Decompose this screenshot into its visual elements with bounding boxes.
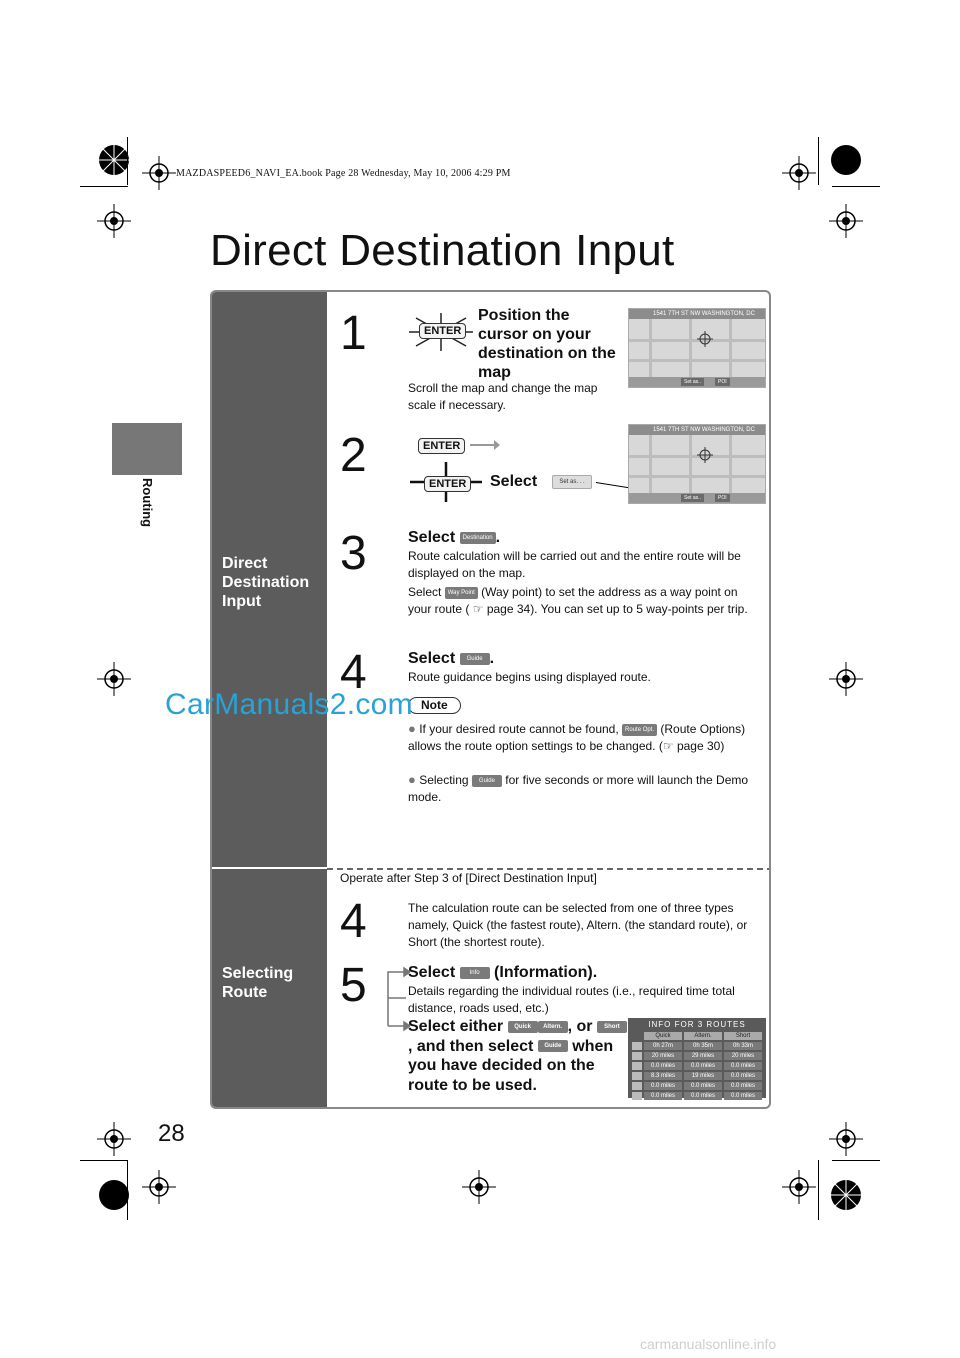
map-set-as-button[interactable]: Set as.. [681,378,704,386]
map-screenshot [628,308,766,388]
altern-chip[interactable]: Altern. [538,1021,568,1033]
page-number: 28 [158,1120,185,1147]
registration-dot-icon [829,143,863,177]
clock-icon [632,1042,642,1050]
section-label-selecting: Selecting Route [222,965,294,1001]
crosshair-icon [97,1122,131,1156]
step3-waypoint-text: Select Way Point (Way point) to set the address as a way point on your route ( ☞ page 34). You can set up to 5 way-points per trip. [408,585,748,616]
crosshair-icon [829,1122,863,1156]
step-number: 2 [340,429,367,482]
map-set-as-button[interactable]: Set as.. [681,494,704,502]
trim-line [832,186,880,187]
road-type-icon [632,1062,642,1070]
map-poi-button[interactable]: POI [715,378,730,386]
step4-body: Route guidance begins using displayed route. [408,670,651,684]
step3-body: Route calculation will be carried out and the entire route will be displayed on the map. [408,549,741,580]
page-ref-icon: ☞ [472,602,484,616]
road-type-icon [632,1072,642,1080]
guide-chip[interactable]: Guide [460,653,490,665]
step4b-body: The calculation route can be selected from one of three types namely, Quick (the fastest route), Altern. (the standard route), or Short (the shortest route). [408,901,748,949]
quick-chip[interactable]: Quick [508,1021,538,1033]
destination-chip[interactable]: Destination [460,532,496,544]
step-number: 3 [340,527,367,580]
bracket-arrows-icon [386,966,410,1032]
route-opt-chip[interactable]: Route Opt. [622,724,657,736]
note-bullet-1: ● If your desired route cannot be found, Route Opt. (Route Options) allows the route option settings to be changed. (☞ page 30) [408,721,746,753]
crosshair-icon [782,1170,816,1204]
map-screenshot [628,424,766,504]
step1-body: Scroll the map and change the map scale if necessary. [408,381,598,412]
side-tab-label: Routing [140,478,155,528]
table-row: 20 miles 29 miles 20 miles [632,1051,762,1060]
crosshair-icon [142,156,176,190]
operate-after-text: Operate after Step 3 of [Direct Destination Input] [340,871,597,885]
distance-icon [632,1052,642,1060]
cursor-crosshair-icon [697,331,713,347]
enter-joystick-icon [408,312,474,352]
registration-dot-icon [97,1178,131,1212]
set-as-chip[interactable]: Set as. . . [552,475,592,489]
registration-mark-icon [829,1178,863,1212]
map-address-bar: 1541 7TH ST NW WASHINGTON, DC [629,309,765,319]
step3-heading: Select Destination . [408,529,501,546]
table-row: 8.3 miles 19 miles 0.0 miles [632,1071,762,1080]
print-header: MAZDASPEED6_NAVI_EA.book Page 28 Wednesday, May 10, 2006 4:29 PM [176,168,511,179]
step-number: 4 [340,895,367,948]
enter-key: ENTER [419,323,466,339]
trim-line [818,137,819,185]
map-address-bar: 1541 7TH ST NW WASHINGTON, DC [629,425,765,435]
step4-heading: Select Guide . [408,650,495,667]
enter-key: ENTER [418,438,465,454]
trim-line [80,1160,128,1161]
trim-line [127,1160,128,1220]
crosshair-icon [142,1170,176,1204]
waypoint-chip[interactable]: Way Point [445,587,478,599]
step1-heading: Position the cursor on your destination on the map [478,307,616,381]
trim-line [832,1160,880,1161]
step5-body: Details regarding the individual routes (i.e., required time total distance, roads used, etc.) [408,984,735,1015]
info-chip[interactable]: Info [460,967,490,979]
registration-mark-icon [97,143,131,177]
note-bullet-2: ● Selecting Guide for five seconds or more will launch the Demo mode. [408,772,749,804]
step5-select-route: Select either Quick Altern. , or Short, and then select Guide when you have decided on the route to be used. [408,1017,628,1095]
road-type-icon [632,1082,642,1090]
watermark: CarManuals2.com [165,688,413,721]
step2-select: Select [490,473,538,490]
crosshair-icon [462,1170,496,1204]
table-header-row [632,1031,762,1040]
column-header[interactable]: Short [724,1032,762,1040]
table-row: 0.0 miles 0.0 miles 0.0 miles [632,1061,762,1070]
enter-key: ENTER [424,476,471,492]
page-ref-icon: ☞ [662,739,674,753]
crosshair-icon [829,204,863,238]
table-row: 0h 27m 0h 35m 0h 33m [632,1041,762,1050]
crosshair-icon [782,156,816,190]
trim-line [127,137,128,185]
cursor-crosshair-icon [697,447,713,463]
guide-chip[interactable]: Guide [472,775,502,787]
step5-heading: Select Info (Information). [408,964,598,981]
short-chip[interactable]: Short [597,1021,627,1033]
arrow-right-icon [470,439,500,451]
guide-chip[interactable]: Guide [538,1040,568,1052]
trim-line [818,1160,819,1220]
section-divider [212,867,327,869]
table-row: 0.0 miles 0.0 miles 0.0 miles [632,1091,762,1100]
table-row: 0.0 miles 0.0 miles 0.0 miles [632,1081,762,1090]
note-label: Note [408,697,461,714]
map-poi-button[interactable]: POI [715,494,730,502]
column-header[interactable]: Quick [644,1032,682,1040]
info-table-title: INFO FOR 3 ROUTES [648,1020,746,1029]
step-number: 5 [340,959,367,1012]
crosshair-icon [97,662,131,696]
side-tab [112,423,182,475]
section-label-direct: Direct Destination Input [222,555,310,610]
trim-line [80,186,128,187]
footer-watermark: carmanualsonline.info [640,1336,777,1352]
crosshair-icon [829,662,863,696]
page-title: Direct Destination Input [210,226,675,275]
step-number: 1 [340,307,367,360]
step-number: 4 [340,646,367,699]
column-header[interactable]: Altern. [684,1032,722,1040]
crosshair-icon [97,204,131,238]
info-for-3-routes-screen [628,1018,766,1098]
ferry-icon [632,1092,642,1100]
